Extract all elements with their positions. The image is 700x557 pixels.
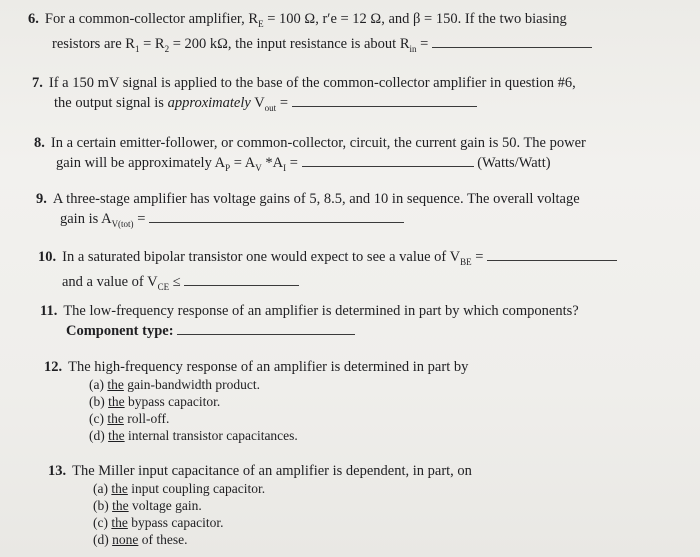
question-8: 8. In a certain emitter-follower, or common-collector, circuit, the current gain is 50. The power gain will be approximately $A_P = A_V$ $*A_I$ = (Watts/Watt) bbox=[34, 135, 586, 173]
question-number: 9. bbox=[36, 191, 47, 207]
question-text: If a 150 mV signal is applied to the base of the common-collector amplifier in question #6, bbox=[48, 75, 576, 91]
question-number: 7. bbox=[32, 75, 43, 91]
question-text: In a certain emitter-follower, or common-collector, circuit, the current gain is 50. The power bbox=[50, 135, 586, 151]
question-6: 6. For a common-collector amplifier, $R_E = 100$ Ω, r′e = 12 Ω, and β = 150. If the two biasing resistors are $R_1 = R_2 = 200$ kΩ, the input resistance is about $R_{in}$ = bbox=[28, 10, 592, 58]
option-a[interactable]: (a) the gain-bandwidth product. bbox=[89, 377, 260, 392]
option-d[interactable]: (d) the internal transistor capacitances. bbox=[89, 428, 298, 443]
question-text: A three-stage amplifier has voltage gains of 5, 8.5, and 10 in sequence. The overall voltage bbox=[52, 191, 580, 207]
units-label: (Watts/Watt) bbox=[477, 155, 551, 171]
answer-blank-input[interactable] bbox=[149, 208, 404, 223]
question-number: 8. bbox=[34, 135, 45, 151]
option-b[interactable]: (b) the bypass capacitor. bbox=[89, 394, 221, 409]
question-11 bbox=[40, 302, 579, 340]
question-text: The high-frequency response of an amplifier is determined in part by bbox=[68, 359, 469, 375]
question-number: 13. bbox=[48, 463, 67, 479]
option-b[interactable]: (b) the voltage gain. bbox=[93, 498, 202, 513]
question-13 bbox=[48, 462, 472, 548]
question-number: 6. bbox=[28, 11, 39, 27]
answer-blank-input[interactable] bbox=[292, 92, 477, 107]
answer-blank-input[interactable] bbox=[302, 152, 474, 167]
option-c[interactable]: (c) the roll-off. bbox=[89, 411, 170, 426]
question-text: For a common-collector amplifier, R bbox=[44, 11, 259, 27]
answer-blank-input[interactable] bbox=[432, 33, 592, 48]
question-text: The Miller input capacitance of an amplifier is dependent, in part, on bbox=[72, 463, 472, 479]
question-text: The low-frequency response of an amplifier is determined in part by which components? bbox=[63, 303, 579, 319]
question-number: 11. bbox=[40, 303, 58, 319]
question-number: 10. bbox=[38, 249, 57, 265]
answer-blank-input[interactable] bbox=[177, 320, 355, 335]
question-7: 7. If a 150 mV signal is applied to the base of the common-collector amplifier in question #6, the output signal is approximately $V_{out}$ = bbox=[32, 75, 576, 113]
component-type-label: Component type: bbox=[66, 323, 174, 339]
question-9: 9. A three-stage amplifier has voltage gains of 5, 8.5, and 10 in sequence. The overall voltage gain is $A_{V(tot)}$ = bbox=[36, 191, 580, 229]
question-text: In a saturated bipolar transistor one would expect to see a value of V bbox=[62, 249, 461, 265]
question-number: 12. bbox=[44, 359, 63, 375]
answer-blank-input[interactable] bbox=[487, 246, 617, 261]
answer-blank-input[interactable] bbox=[184, 271, 299, 286]
option-c[interactable]: (c) the bypass capacitor. bbox=[93, 515, 224, 530]
option-d[interactable]: (d) none of these. bbox=[93, 532, 188, 547]
option-a[interactable]: (a) the input coupling capacitor. bbox=[93, 481, 266, 496]
question-12 bbox=[44, 358, 468, 444]
question-10: 10. In a saturated bipolar transistor one would expect to see a value of $V_{BE}$ = and a value of $V_{CE}$ ≤ bbox=[38, 246, 617, 296]
